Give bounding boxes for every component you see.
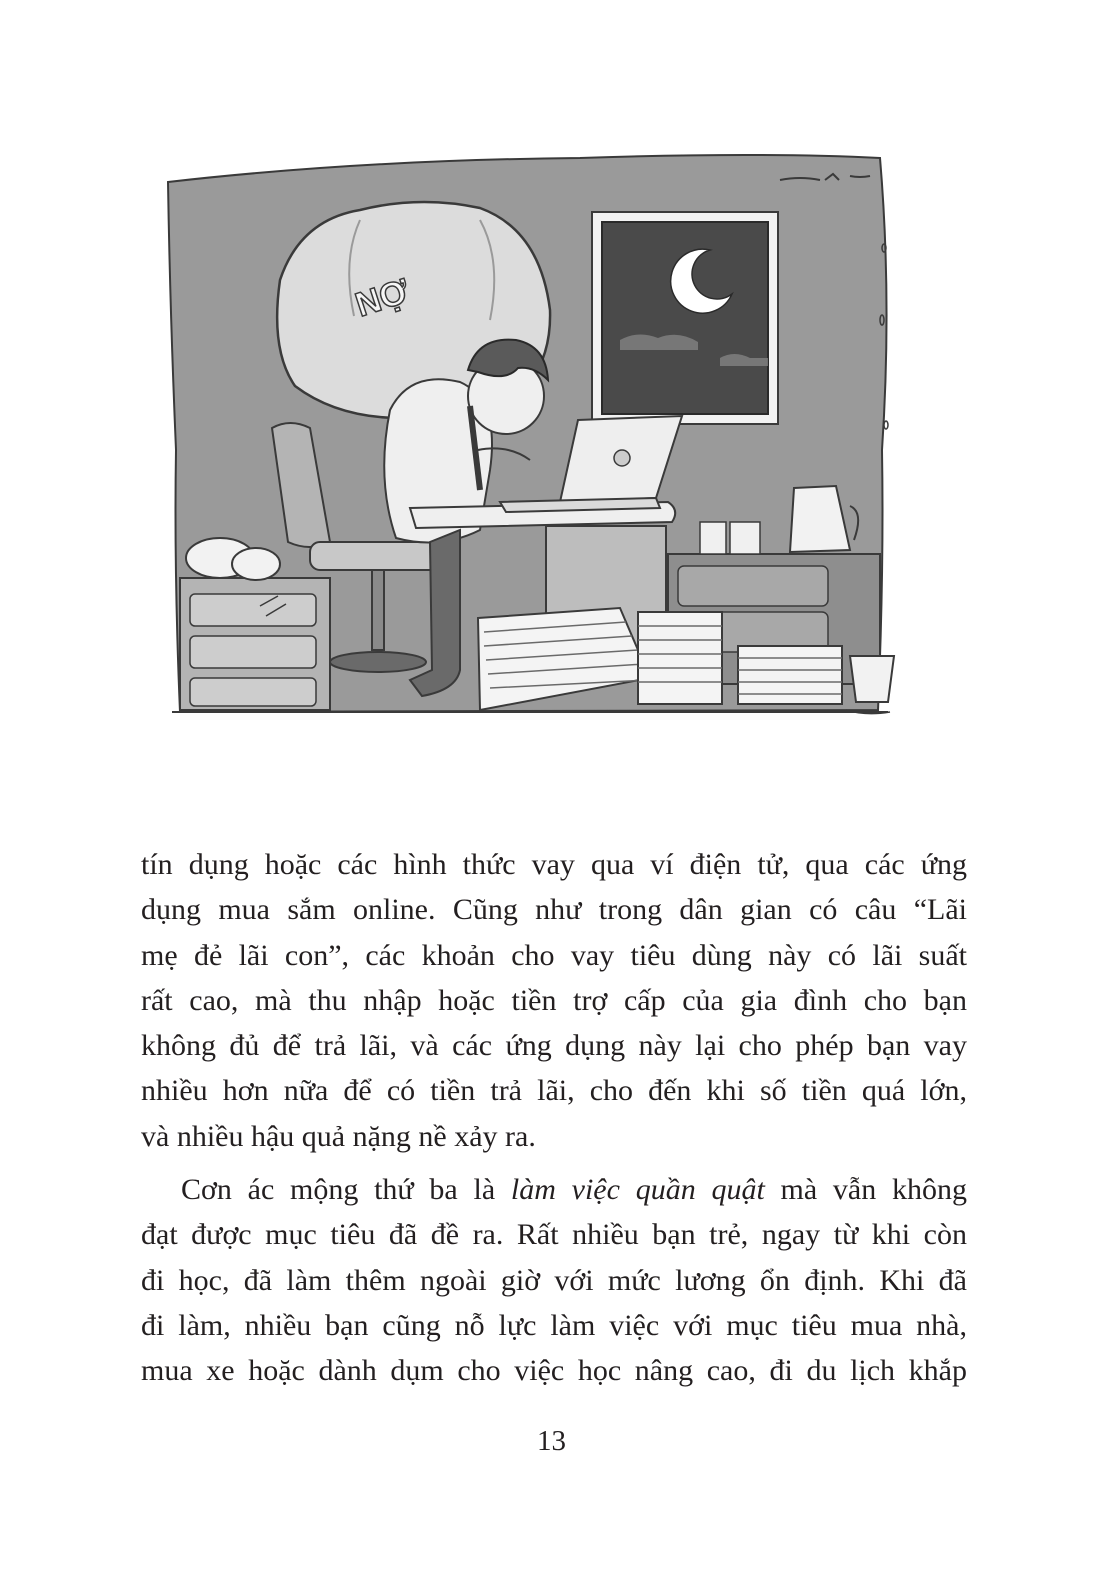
text-line: đi làm, nhiều bạn cũng nỗ lực làm việc với mục tiêu mua nhà, xyxy=(141,1308,967,1342)
text-line: nhiều hơn nữa để có tiền trả lãi, cho đến khi số tiền quá lớn, xyxy=(141,1074,967,1108)
text-line: đạt được mục tiêu đã đề ra. Rất nhiều bạn trẻ, ngay từ khi còn xyxy=(141,1218,967,1252)
text-line: mẹ đẻ lãi con”, các khoản cho vay tiêu dùng này có lãi suất xyxy=(141,938,967,972)
window xyxy=(592,212,778,424)
boulder-label: NỢ xyxy=(350,271,414,325)
text-line: không đủ để trả lãi, và các ứng dụng này lại cho phép bạn vay xyxy=(141,1029,967,1063)
text-line: dụng mua sắm online. Cũng như trong dân gian có câu “Lãi xyxy=(141,893,967,927)
left-drawers xyxy=(180,578,330,710)
text-line: và nhiều hậu quả nặng nề xảy ra. xyxy=(141,1119,536,1153)
body-text xyxy=(141,842,967,1394)
illustration xyxy=(160,150,900,730)
paragraph-2 xyxy=(141,1167,967,1393)
text-line: tín dụng hoặc các hình thức vay qua ví điện tử, qua các ứng xyxy=(141,848,967,881)
text-line: đi học, đã làm thêm ngoài giờ với mức lương ổn định. Khi đã xyxy=(141,1263,967,1297)
text-line: mua xe hoặc dành dụm cho việc học nâng cao, đi du lịch khắp xyxy=(141,1354,967,1388)
text-line xyxy=(141,1167,967,1212)
text-run: mà vẫn không xyxy=(764,1173,967,1207)
page-number: 13 xyxy=(537,1425,566,1457)
text-line: rất cao, mà thu nhập hoặc tiền trợ cấp của gia đình cho bạn xyxy=(141,983,967,1017)
paragraph-1 xyxy=(141,842,967,1159)
italic-phrase: làm việc quần quật xyxy=(510,1173,765,1207)
text-run: Cơn ác mộng thứ ba là xyxy=(181,1173,511,1207)
